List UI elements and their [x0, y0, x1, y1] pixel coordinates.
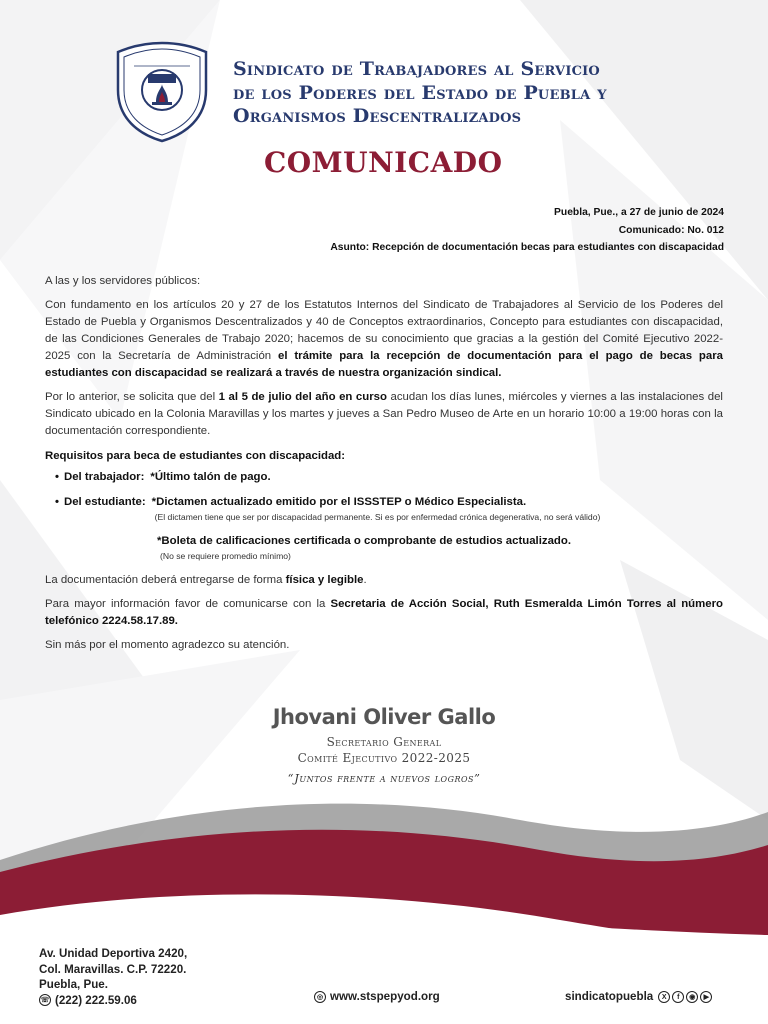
paragraph-schedule	[45, 389, 723, 440]
requirement-student-2	[157, 533, 723, 562]
requirement-worker-label: • Del trabajador:	[45, 469, 144, 486]
paragraph-schedule-dates: 1 al 5 de julio del año en curso	[218, 391, 387, 403]
youtube-icon[interactable]: ▶	[700, 991, 712, 1003]
org-title-line-1: Sindicato de Trabajadores al Servicio	[233, 58, 600, 80]
requirement-student-label: • Del estudiante:	[45, 494, 146, 523]
union-logo-icon	[112, 40, 212, 144]
paragraph-format-end: .	[363, 574, 367, 586]
org-title-line-3: Organismos Descentralizados	[233, 105, 522, 127]
phone-icon: ☏	[39, 994, 51, 1006]
website-link[interactable]: www.stspepyod.org	[330, 990, 440, 1003]
slogan: “Juntos frente a nuevos logros”	[287, 771, 481, 785]
requirement-student-note-2: (No se requiere promedio mínimo)	[160, 551, 291, 561]
phone-number: (222) 222.59.06	[55, 993, 137, 1007]
instagram-icon[interactable]: ◉	[686, 991, 698, 1003]
signatory-committee: Comité Ejecutivo 2022-2025	[297, 751, 471, 765]
signature-block	[200, 705, 568, 785]
x-twitter-icon[interactable]: X	[658, 991, 670, 1003]
paragraph-legal-basis	[45, 297, 723, 382]
address-line-3: Puebla, Pue.	[39, 978, 108, 991]
document-body	[45, 273, 723, 661]
paragraph-contact	[45, 596, 723, 630]
social-handle: sindicatopuebla	[565, 990, 654, 1003]
communique-number: Comunicado: No. 012	[618, 224, 724, 236]
signatory-role: Secretario General	[326, 735, 442, 749]
globe-icon: ◎	[314, 991, 326, 1003]
footer-address	[39, 946, 187, 1008]
greeting: A las y los servidores públicos:	[45, 275, 201, 287]
social-icons	[658, 991, 712, 1003]
requirement-student	[45, 494, 723, 523]
paragraph-format-bold: física y legible	[285, 574, 364, 586]
address-line-1: Av. Unidad Deportiva 2420,	[39, 947, 188, 960]
requirement-student-value-1: *Dictamen actualizado emitido por el ISSSTEP o Médico Especialista.	[151, 496, 527, 508]
paragraph-legal-basis-text: Con fundamento en los artículos 20 y 27 de los Estatutos Internos del Sindicato de Trabajadores al Servicio de los Poderes del Estado de Puebla y Organismos Descentralizados y 40 de Conceptos extraordinarios, Concepto para estudiantes con discapacidad, de las Condiciones Generales de Trabajo 2020; hacemos de su conocimiento que gracias a la gestión del Comité Ejecutivo 2022-2025 con la Secretaría de Administración	[45, 299, 723, 362]
closing-line: Sin más por el momento agradezco su atención.	[45, 639, 290, 651]
footer-website[interactable]	[314, 990, 440, 1003]
requirement-worker	[45, 469, 723, 486]
footer-phone	[39, 993, 187, 1009]
org-title-line-2: de los Poderes del Estado de Puebla y	[233, 81, 607, 104]
requirements-title: Requisitos para beca de estudiantes con discapacidad:	[45, 450, 346, 462]
paragraph-contact-bold: Secretaria de Acción Social, Ruth Esmeralda Limón Torres al número telefónico 2224.58.17.89.	[45, 598, 723, 627]
requirement-student-note-1: (El dictamen tiene que ser por discapacidad permanente. Si es por enfermedad crónica degenerativa, no será válido)	[154, 512, 601, 522]
requirement-worker-value: *Último talón de pago.	[150, 471, 271, 483]
requirement-student-value-2: *Boleta de calificaciones certificada o comprobante de estudios actualizado.	[157, 535, 571, 547]
footer-social	[565, 990, 712, 1003]
facebook-icon[interactable]: f	[672, 991, 684, 1003]
paragraph-legal-basis-bold: el trámite para la recepción de documentación para el pago de becas para estudiantes con discapacidad se realizará a través de nuestra organización sindical.	[45, 350, 723, 379]
document-meta	[330, 204, 724, 257]
place-date: Puebla, Pue., a 27 de junio de 2024	[554, 207, 724, 218]
organization-title	[233, 58, 673, 129]
paragraph-format	[45, 572, 723, 589]
subject-line: Asunto: Recepción de documentación becas para estudiantes con discapacidad	[330, 242, 724, 253]
paragraph-schedule-start: Por lo anterior, se solicita que del	[45, 391, 219, 403]
paragraph-format-start: La documentación deberá entregarse de forma	[45, 574, 286, 586]
signatory-name: Jhovani Oliver Gallo	[272, 705, 496, 729]
document-title: COMUNICADO	[264, 146, 503, 179]
address-line-2: Col. Maravillas. C.P. 72220.	[39, 962, 187, 976]
paragraph-schedule-end: acudan los días lunes, miércoles y viernes a las instalaciones del Sindicato ubicado en la Colonia Maravillas y los martes y jueves a San Pedro Museo de Arte en un horario 10:00 a 19:00 horas con la documentación correspondiente.	[45, 391, 723, 437]
paragraph-contact-start: Para mayor información favor de comunicarse con la	[45, 598, 331, 610]
